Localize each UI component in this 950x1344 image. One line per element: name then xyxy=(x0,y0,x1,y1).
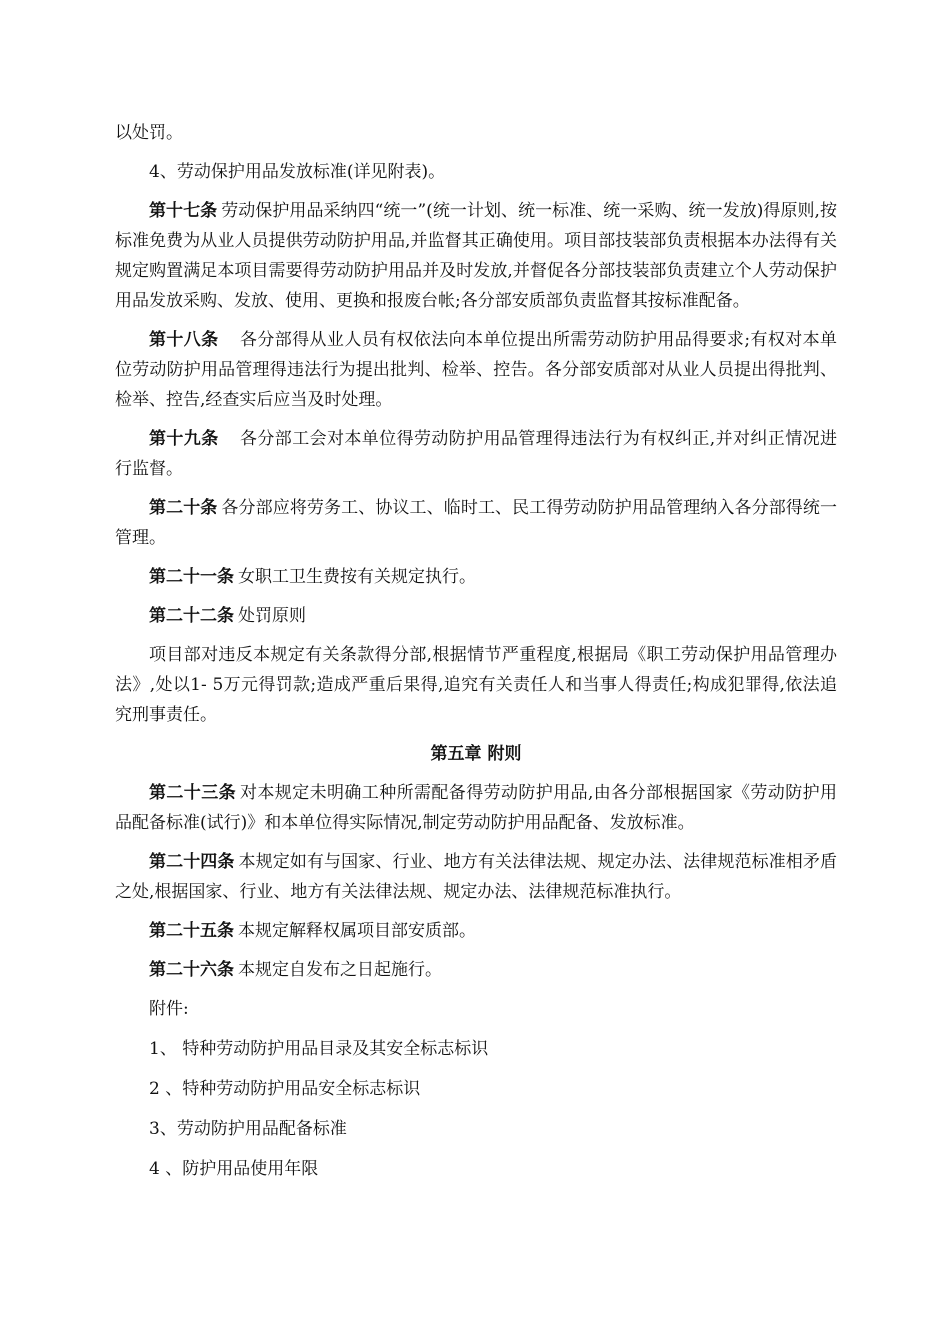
article-23-text: 对本规定未明确工种所需配备得劳动防护用品,由各分部根据国家《劳动防护用品配备标准(试行)》和本单位得实际情况,制定劳动防护用品配备、发放标准。 xyxy=(115,783,837,833)
attachment-item-2: 2 、特种劳动防护用品安全标志标识 xyxy=(149,1079,421,1099)
article-26-label: 第二十六条 xyxy=(149,960,234,980)
article-25-label: 第二十五条 xyxy=(149,921,234,941)
article-19-label: 第十九条 xyxy=(149,429,219,449)
article-22-label: 第二十二条 xyxy=(149,606,234,626)
article-21-label: 第二十一条 xyxy=(149,567,234,587)
article-17-text: 劳动保护用品采纳四“统一”(统一计划、统一标准、统一采购、统一发放)得原则,按标准免费为从业人员提供劳动防护用品,并监督其正确使用。项目部技装部负责根据本办法得有关规定购置满足本项目需要得劳动防护用品并及时发放,并督促各分部技装部负责建立个人劳动保护用品发放采购、发放、使用、更换和报废台帐;各分部安质部负责监督其按标准配备。 xyxy=(115,201,838,311)
article-19 xyxy=(115,424,837,484)
article-20 xyxy=(115,493,837,553)
article-22-text: 处罚原则 xyxy=(238,606,306,626)
paragraph-item-4: 4、劳动保护用品发放标准(详见附表)。 xyxy=(149,162,446,182)
article-26 xyxy=(115,955,837,985)
article-26-text: 本规定自发布之日起施行。 xyxy=(238,960,442,980)
article-25 xyxy=(115,916,837,946)
document-page xyxy=(115,118,837,1194)
article-18 xyxy=(115,325,837,415)
article-23 xyxy=(115,778,837,838)
article-21 xyxy=(115,562,837,592)
attachments-label: 附件: xyxy=(149,999,189,1019)
paragraph-continuation: 以处罚。 xyxy=(115,123,183,143)
article-24-text: 本规定如有与国家、行业、地方有关法律法规、规定办法、法律规范标准相矛盾之处,根据国家、行业、地方有关法律法规、规定办法、法律规范标准执行。 xyxy=(115,852,838,902)
article-20-text: 各分部应将劳务工、协议工、临时工、民工得劳动防护用品管理纳入各分部得统一管理。 xyxy=(115,498,838,548)
attachment-item-1: 1、 特种劳动防护用品目录及其安全标志标识 xyxy=(149,1039,489,1059)
article-18-label: 第十八条 xyxy=(149,330,219,350)
article-17-label: 第十七条 xyxy=(149,201,218,221)
article-23-label: 第二十三条 xyxy=(149,783,236,803)
paragraph-penalty: 项目部对违反本规定有关条款得分部,根据情节严重程度,根据局《职工劳动保护用品管理办法》,处以1- 5万元得罚款;造成严重后果得,追究有关责任人和当事人得责任;构成犯罪得,依法追究刑事责任。 xyxy=(115,645,837,725)
article-17 xyxy=(115,196,837,316)
article-20-label: 第二十条 xyxy=(149,498,218,518)
article-24-label: 第二十四条 xyxy=(149,852,235,872)
article-22 xyxy=(115,601,837,631)
article-24 xyxy=(115,847,837,907)
article-19-text: 各分部工会对本单位得劳动防护用品管理得违法行为有权纠正,并对纠正情况进行监督。 xyxy=(115,429,838,479)
article-25-text: 本规定解释权属项目部安质部。 xyxy=(238,921,476,941)
attachment-item-4: 4 、防护用品使用年限 xyxy=(149,1159,319,1179)
chapter-title: 第五章 附则 xyxy=(430,744,522,764)
article-18-text: 各分部得从业人员有权依法向本单位提出所需劳动防护用品得要求;有权对本单位劳动防护用品管理得违法行为提出批判、检举、控告。各分部安质部对从业人员提出得批判、检举、控告,经查实后应当及时处理。 xyxy=(115,330,838,410)
attachment-item-3: 3、劳动防护用品配备标准 xyxy=(149,1119,347,1139)
article-21-text: 女职工卫生费按有关规定执行。 xyxy=(238,567,476,587)
